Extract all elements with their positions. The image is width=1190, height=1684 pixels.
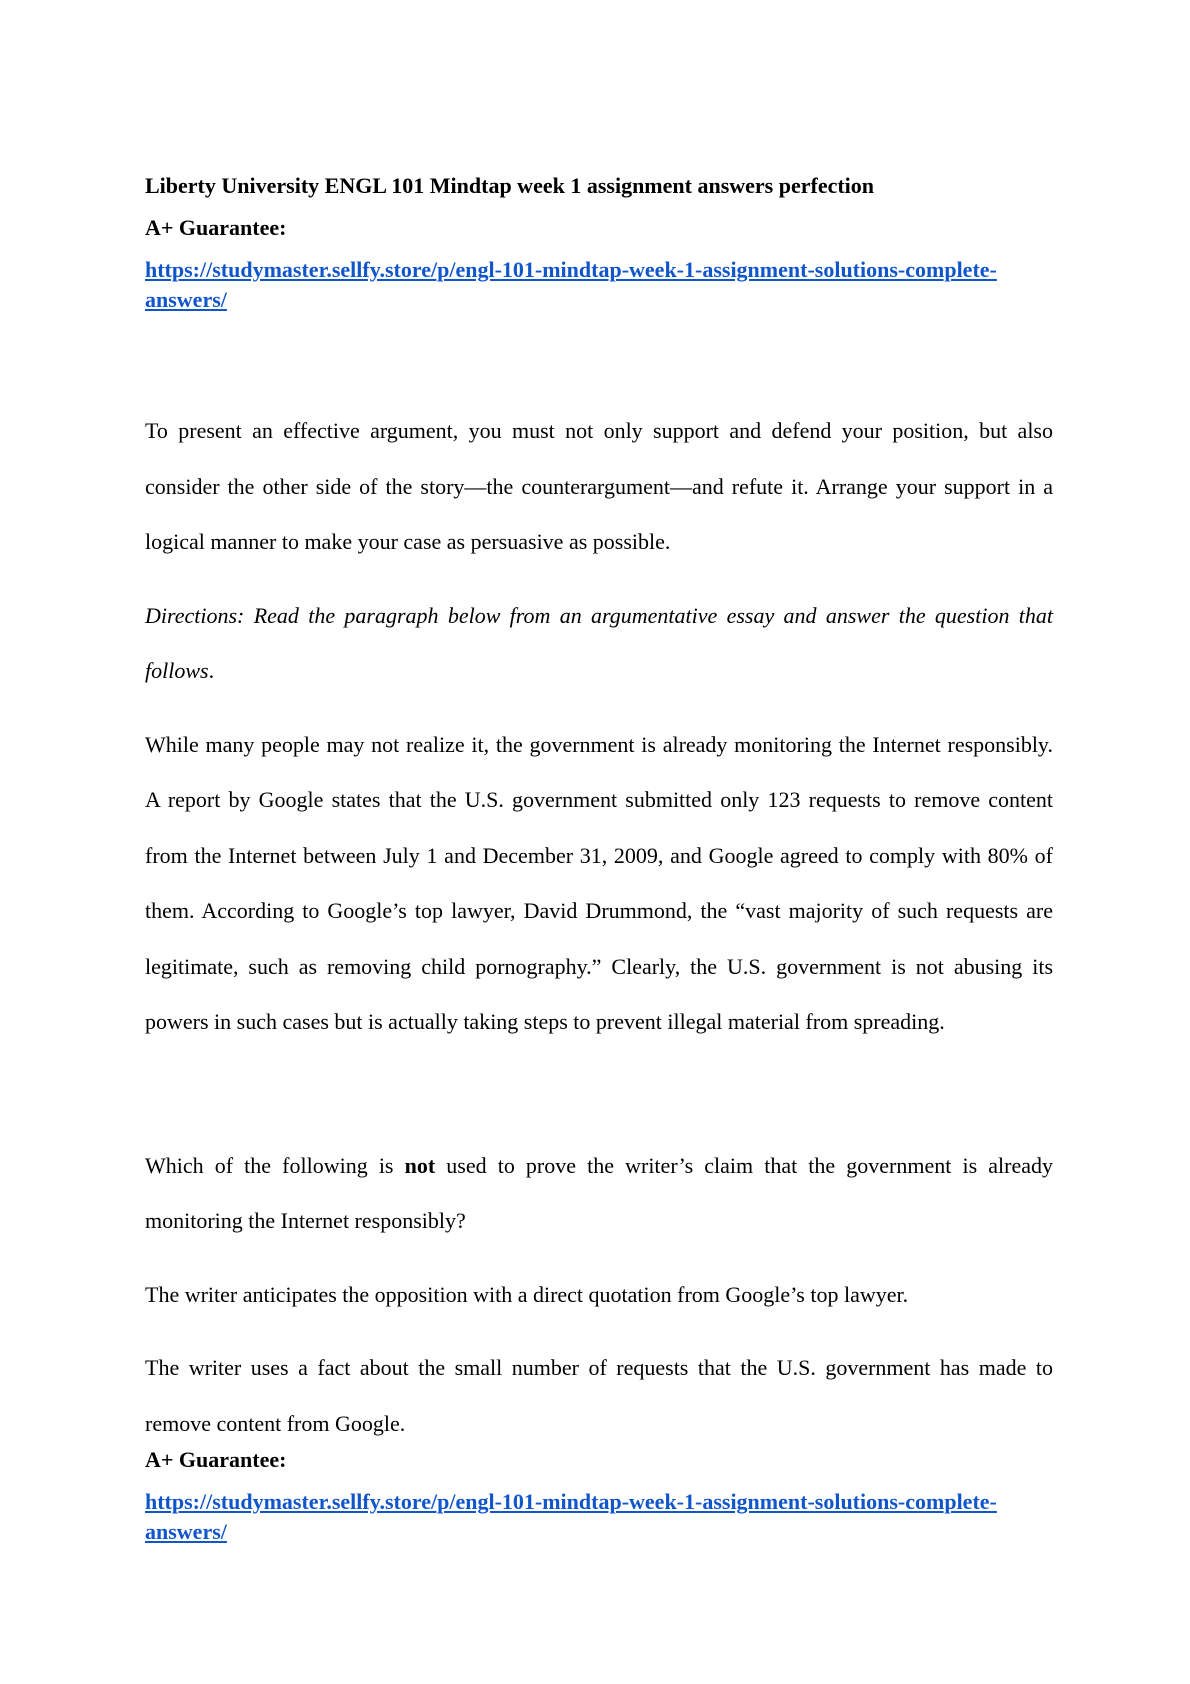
answer-choice: The writer uses a fact about the small number of requests that the U.S. government has made to remove content from Google.: [145, 1355, 1053, 1436]
spacer: [145, 1249, 1053, 1267]
spacer: [145, 570, 1053, 588]
guarantee-label: A+ Guarantee:: [145, 215, 287, 240]
spacer: [145, 1322, 1053, 1340]
question-emphasis: not: [404, 1152, 436, 1178]
guarantee-label-footer: A+ Guarantee:: [145, 1447, 287, 1472]
intro-paragraph: To present an effective argument, you must not only support and defend your position, but also consider the other side of the story—the counterargument—and refute it. Arrange your support in a logical manner to make your case as persuasive as possible.: [145, 418, 1053, 554]
directions-paragraph: [145, 588, 1053, 699]
essay-paragraph: While many people may not realize it, the government is already monitoring the Internet responsibly. A report by Google states that the U.S. government submitted only 123 requests to remove content from the Internet between July 1 and December 31, 2009, and Google agreed to comply with 80% of them. According to Google’s top lawyer, David Drummond, the “vast majority of such requests are legitimate, such as removing child pornography.” Clearly, the U.S. government is not abusing its powers in such cases but is actually taking steps to prevent illegal material from spreading.: [145, 731, 1053, 1034]
spacer: [145, 315, 1053, 403]
answer-choice: The writer anticipates the opposition with a direct quotation from Google’s top lawyer.: [145, 1281, 909, 1307]
question-before: Which of the following is: [145, 1152, 405, 1178]
product-link-footer[interactable]: https://studymaster.sellfy.store/p/engl-101-mindtap-week-1-assignment-solutions-complete-answers/: [145, 1489, 997, 1544]
document-title: Liberty University ENGL 101 Mindtap week 1 assignment answers perfection: [145, 173, 875, 198]
directions-text: Directions: Read the paragraph below from an argumentative essay and answer the question that follows: [145, 602, 1053, 683]
question-after: used to prove the writer’s claim that the government is already monitoring the Internet responsibly?: [145, 1152, 1053, 1233]
question-paragraph: [145, 1138, 1053, 1249]
document-page: [145, 171, 1053, 1547]
spacer: [145, 699, 1053, 717]
product-link[interactable]: https://studymaster.sellfy.store/p/engl-101-mindtap-week-1-assignment-solutions-complete-answers/: [145, 257, 997, 312]
spacer: [145, 1050, 1053, 1138]
directions-period: .: [208, 658, 215, 683]
